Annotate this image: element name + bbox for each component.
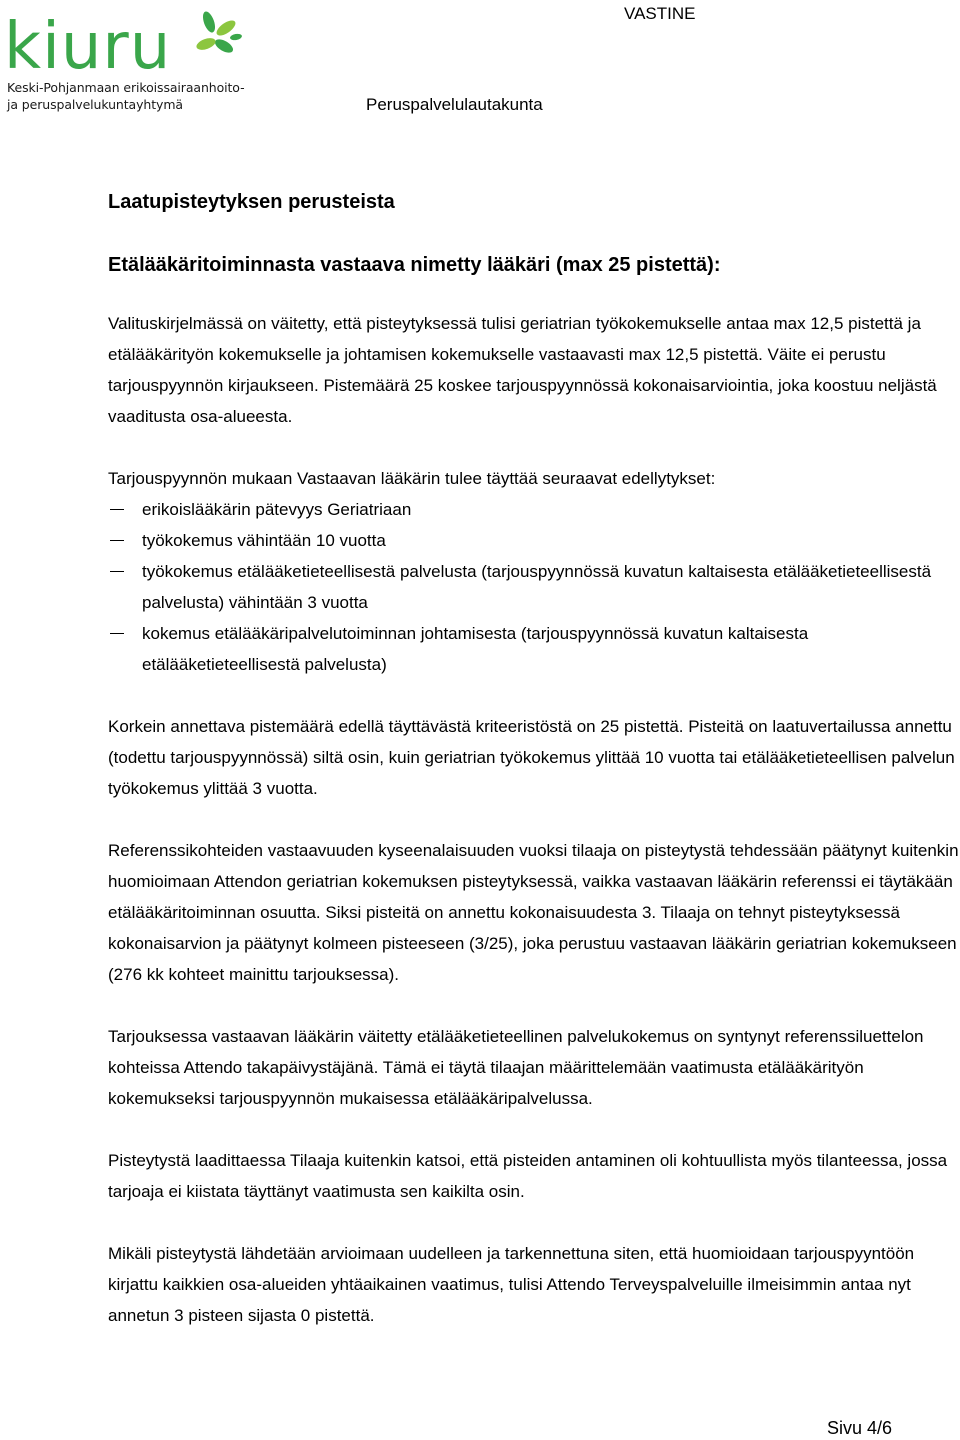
logo-subtitle-line1: Keski-Pohjanmaan erikoissairaanhoito-	[7, 80, 245, 95]
requirement-item	[108, 556, 960, 618]
requirement-text: erikoislääkärin pätevyys Geriatriaan	[142, 500, 412, 519]
requirement-item	[108, 494, 960, 525]
dash-bullet-icon	[110, 540, 124, 541]
kiuru-logo-mark	[4, 2, 254, 82]
dash-bullet-icon	[110, 509, 124, 510]
requirements-intro: Tarjouspyynnön mukaan Vastaavan lääkärin tulee täyttää seuraavat edellytykset:	[108, 469, 716, 488]
section-title: Laatupisteytyksen perusteista	[108, 191, 395, 213]
dash-bullet-icon	[110, 633, 124, 634]
paragraph-reassessment: Mikäli pisteytystä lähdetään arvioimaan uudelleen ja tarkennettuna siten, että huomioidaan tarjouspyyntöön kirjattu kaikkien osa-alueiden yhtäaikainen vaatimus, tulisi Attendo Terveyspalveluille ilmeisimmin antaa nyt annetun 3 pisteen sijasta 0 pistettä.	[108, 1244, 915, 1325]
logo-wordmark: kiuru	[4, 10, 172, 82]
document-body	[108, 186, 960, 1331]
page-number: Sivu 4/6	[826, 1418, 892, 1438]
requirement-text: työkokemus etälääketieteellisestä palvelusta (tarjouspyynnössä kuvatun kaltaisesta etälääketieteellisestä palvelusta) vähintään 3 vuotta	[142, 562, 932, 612]
requirements-list	[108, 494, 960, 680]
logo-subtitle-line2: ja peruspalvelukuntayhtymä	[7, 97, 183, 112]
requirement-item	[108, 525, 960, 556]
paragraph-claim: Valituskirjelmässä on väitetty, että pisteytyksessä tulisi geriatrian työkokemukselle antaa max 12,5 pistettä ja etälääkärityön kokemukselle ja johtamisen kokemukselle vastaavasti max 12,5 pistettä. Väite ei perustu tarjouspyynnön kirjaukseen. Pistemäärä 25 koskee tarjouspyynnössä kokonaisarviointia, joka koostuu neljästä vaaditusta osa-alueesta.	[108, 314, 937, 426]
organization-logo	[4, 2, 254, 120]
section-subtitle: Etälääkäritoiminnasta vastaava nimetty lääkäri (max 25 pistettä):	[108, 254, 721, 276]
leaf-icon	[195, 10, 243, 55]
requirement-text: työkokemus vähintään 10 vuotta	[142, 531, 386, 550]
paragraph-remote-experience: Tarjouksessa vastaavan lääkärin väitetty etälääketieteellinen palvelukokemus on syntynyt referenssiluettelon kohteissa Attendo takapäivystäjänä. Tämä ei täytä tilaajan määrittelemään vaatimusta etälääkärityön kokemukseksi tarjouspyynnön mukaisessa etälääkäripalvelussa.	[108, 1027, 924, 1108]
paragraph-references: Referenssikohteiden vastaavuuden kyseenalaisuuden vuoksi tilaaja on pisteytystä tehdessään päätynyt kuitenkin huomioimaan Attendon geriatrian kokemuksen pisteytyksessä, vaikka vastaavan lääkärin referenssi ei täytäkään etälääkäritoiminnan osuutta. Siksi pisteitä on annettu kokonaisuudesta 3. Tilaaja on tehnyt pisteytyksessä kokonaisarvion ja päätynyt kolmeen pisteeseen (3/25), joka perustuu vastaavan lääkärin geriatrian kokemukseen (276 kk kohteet mainittu tarjouksessa).	[108, 841, 959, 984]
paragraph-max-points: Korkein annettava pistemäärä edellä täyttävästä kriteeristöstä on 25 pistettä. Pisteitä on laatuvertailussa annettu (todettu tarjouspyynnössä) siltä osin, kuin geriatrian työkokemus ylittää 10 vuotta tai etälääketieteellisen palvelun työkokemus ylittää 3 vuotta.	[108, 717, 955, 798]
document-type: VASTINE	[624, 4, 696, 23]
committee-name: Peruspalvelulautakunta	[366, 95, 543, 114]
dash-bullet-icon	[110, 571, 124, 572]
paragraph-scoring-decision: Pisteytystä laadittaessa Tilaaja kuitenkin katsoi, että pisteiden antaminen oli kohtuullista myös tilanteessa, jossa tarjoaja ei kiistata täyttänyt vaatimusta sen kaikilta osin.	[108, 1151, 948, 1201]
requirement-text: kokemus etälääkäripalvelutoiminnan johtamisesta (tarjouspyynnössä kuvatun kaltaisesta etälääketieteellisestä palvelusta)	[142, 624, 809, 674]
requirement-item	[108, 618, 960, 680]
